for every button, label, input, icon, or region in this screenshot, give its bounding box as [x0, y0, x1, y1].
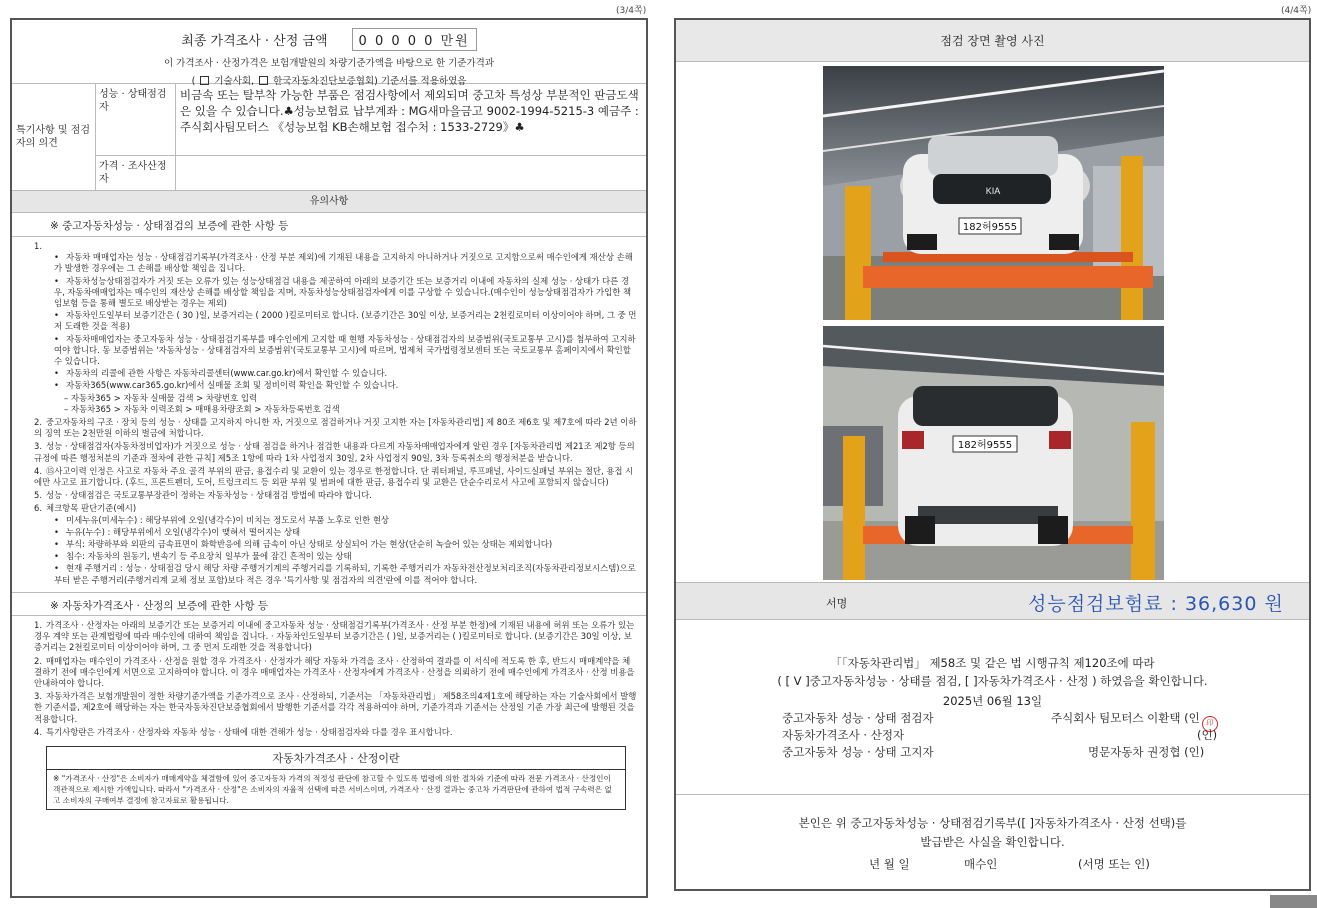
bullet-text: 자동차성능상태점검자가 거짓 또는 오류가 있는 성능상태점검 내용을 제공하여 아래의 보증기간 또는 보증거리 이내에 자동차의 실제 성능 · 상태가 다른 경우, 자동차매매업자는 매수인의 재산상 손해를 배상할 책임을 지며, 자동차성능상태점검자에게 이를 구상할 수 있습니다.(매수인이 성능상태점검자가 가입한 책임보험 등을 통해 별도로 배상받는 경우는 제외) [54, 275, 632, 309]
bullet-icon: • [54, 275, 59, 286]
item-number: 2. [34, 417, 42, 428]
bullet-text: 자동차매매업자는 중고자동차 성능 · 상태점검기록부를 매수인에게 고지할 때 현행 자동차성능 · 상태점검자의 보증범위(국토교통부 고시)를 첨부하여 고지하여야 합니다. 동 보증범위는 '자동차성능 · 상태점검자의 보증범위'(국토교통부 고시)에 따르며, 법제처 국가법령정보센터 또는 국토교통부 홈페이지에서 확인할 수 있습니다. [54, 333, 636, 367]
section-divider [676, 794, 1309, 795]
section-2-title: ※ 자동차가격조사 · 산정의 보증에 관한 사항 등 [12, 592, 646, 616]
inspection-record-page-3 [10, 18, 648, 898]
bullet-item [34, 380, 638, 391]
item-number: 2. [34, 655, 42, 666]
bullet-icon: • [54, 380, 59, 391]
date-blank: 년 월 일 [869, 857, 910, 871]
final-price-value: 0 0 0 0 0 만원 [352, 28, 477, 51]
item-text: 중고자동차의 구조 · 장치 등의 성능 · 상태를 고지하지 아니한 자, 거짓으로 점검하거나 거짓 고지한 자는 [자동차관리법] 제 80조 제6호 및 제7호에 따라 2년 이하의 징역 또는 2천만원 이하의 벌금에 처합니다. [34, 417, 637, 439]
item-text: 매매업자는 매수인이 가격조사 · 산정을 원할 경우 가격조사 · 산정자가 해당 자동차 가격을 조사 · 산정하여 결과를 이 서식에 적도록 한 후, 반드시 매매계약을 체결하기 전에 매수인에게 서면으로 고지하여야 합니다. 이 경우 매매업자는 가격조사 · 산정자에게 가격조사 · 산정을 의뢰하기 전에 매수인에게 가격조사 · 산정 비용을 안내하여야 합니다. [34, 655, 635, 688]
notice-item [34, 441, 638, 463]
bullet-icon: • [54, 368, 59, 379]
bullet-item [34, 527, 638, 538]
notice-title: 유의사항 [12, 191, 646, 213]
signatory-list [676, 710, 1309, 761]
corner-bar [1270, 895, 1317, 908]
declaration-date: 2025년 06월 13일 [942, 694, 1043, 708]
insurance-fee-text: 성능점검보험료 : 36,630 원 [1028, 593, 1284, 615]
bullet-icon: • [54, 333, 59, 344]
bullet-icon: • [54, 514, 59, 525]
buyer-confirmation: 본인은 위 중고자동차성능 · 상태점검기록부([ ]자동차가격조사 · 산정 선택)를 발급받은 사실을 확인합니다. [798, 816, 1187, 849]
page-number-left: (3/4쪽) [616, 6, 647, 16]
special-notes-label: 특기사항 및 점검자의 의견 [12, 84, 96, 190]
item-text: 체크항목 판단기준(예시) [46, 503, 137, 514]
notice-item-head [34, 490, 638, 501]
bullet-text: 현재 주행거리 : 성능 · 상태점검 당시 해당 차량 주행거기계의 주행거리를 기록하되, 기록한 주행거리가 자동차전산정보처리조직(자동차관리정보시스템)으로부터 받은 주행거리(주행거리계 교체 정보 포함)보다 적은 경우 '특기사항 및 점검자의 의견'란에 이를 적어야 합니다. [54, 563, 636, 585]
price-assessor-label: 가격 · 조사산정자 [96, 156, 176, 190]
notice-item [34, 417, 638, 439]
sub-step: – 자동차365 > 자동차 이력조회 > 매매용차량조회 > 자동차등록번호 검색 [64, 403, 340, 414]
bullet-text: 누유(누수) : 해당부위에서 오일(냉각수)이 맺혀서 떨어지는 상태 [66, 526, 301, 537]
item-text: ⑮사고이력 인정은 사고로 자동차 주요 골격 부위의 판금, 용접수리 및 교환이 있는 경우로 한정합니다. 단 쿼터패널, 루프패널, 사이드실패널 부위는 절단, 용접 시에만 사고로 표기합니다. (후드, 프론트펜더, 도어, 트렁크리드 등 외판 부위 및 범퍼에 대한 판금, 용접수리 및 교환은 단순수리로서 사고에 포함되지 않습니다) [34, 465, 634, 488]
role-inspector: 중고자동차 성능 · 상태 점검자 [782, 711, 934, 725]
standard-line: ( 기술사회, 한국자동차진단보증협회) 기준서를 적용하였음 [191, 76, 467, 87]
bullet-item [34, 551, 638, 562]
final-price-header [12, 20, 646, 87]
notice-item-head [34, 466, 638, 488]
notice-item [34, 620, 638, 654]
item-number: 1. [34, 619, 42, 630]
name-notifier: 명문자동차 권정협 (인) [1088, 745, 1205, 759]
bullet-icon: • [54, 539, 59, 550]
notice-item [34, 656, 638, 690]
info-box-title: 자동차가격조사 · 산정이란 [47, 747, 625, 770]
price-basis-text: 이 가격조사 · 산정가격은 보험개발원의 차량기준가액을 바탕으로 한 기준가격과 [163, 58, 495, 69]
item-number: 4. [34, 465, 42, 476]
page-number-right: (4/4쪽) [1281, 6, 1312, 16]
section-2-items [12, 616, 646, 738]
inspector-opinion-text: 비금속 또는 탈부착 가능한 부품은 점검사항에서 제외되며 중고차 특성상 부분적인 판금도색은 있을 수 있습니다.♣성능보험료 납부계좌 : MG새마을금고 9002-1994-5215-3 예금주 : 주식회사팀모터스 《성능보험 KB손해보험 접수처 : 1533-2729》♣ [180, 88, 639, 134]
role-price-assessor: 자동차가격조사 · 산정자 [782, 728, 905, 742]
buyer-label: 매수인 [964, 857, 998, 871]
company-seal-icon: 印 [1202, 716, 1218, 732]
signature-label: 서명 [826, 597, 848, 610]
bullet-icon: • [54, 310, 59, 321]
special-notes-section [12, 84, 646, 191]
bullet-icon: • [54, 551, 59, 562]
info-box-text: ※ "가격조사 · 산정"은 소비자가 매매계약을 체결함에 있어 중고자동차 가격의 적정성 판단에 참고할 수 있도록 법령에 의한 절차와 기준에 따라 전문 가격조사 · 산정인이 객관적으로 제시한 가액입니다. 따라서 "가격조사 · 산정"은 소비자의 자율적 선택에 따른 서비스이며, 가격조사 · 산정 결과는 중고차 가격판단에 관하여 법적 구속력은 없고 소비자의 구매여부 결정에 참고자료로 활용됩니다. [53, 773, 612, 805]
bullet-icon: • [54, 526, 59, 537]
item-text: 가격조사 · 산정자는 아래의 보증기간 또는 보증거리 이내에 중고자동차 성능 · 상태점검기록부(가격조사 · 산정 부분 한정)에 기재된 내용에 허위 또는 오류가 있는 경우 계약 또는 관계법령에 따라 매수인에 대하여 책임을 집니다. · 자동차인도일부터 보증기간은 ( )일, 보증거리는 ( )킬로미터로 합니다. (보증기간은 30일 이상, 보증거리는 2천킬로미터 이상이어야 하며, 그 중 먼저 도래한 것을 적용합니다) [34, 619, 635, 653]
notice-item-head [34, 441, 638, 463]
item-number: 1. [34, 241, 42, 251]
final-price-label: 최종 가격조사 · 산정 금액 [181, 34, 328, 49]
bullet-icon: • [54, 252, 59, 263]
notice-item-head [34, 503, 638, 514]
section-1-title: ※ 중고자동차성능 · 상태점검의 보증에 관한 사항 등 [12, 213, 646, 237]
buyer-signature-field[interactable]: (서명 또는 인) [1078, 857, 1150, 871]
section-1-items [12, 237, 646, 586]
bullet-text: 부식: 차량하부와 외판의 금속표면이 화학반응에 의해 금속이 아닌 상태로 상실되어 가는 현상(단순히 녹슬어 있는 상태는 제외합니다) [66, 539, 553, 550]
bullet-text: 미세누유(미세누수) : 해당부위에 오일(냉각수)이 비치는 정도로서 부품 노후로 인한 현상 [66, 514, 390, 525]
bullet-text: 자동차인도일부터 보증기간은 ( 30 )일, 보증거리는 ( 2000 )킬로미터로 합니다. (보증기간은 30일 이상, 보증거리는 2천킬로미터 이상이어야 하며, 그 중 먼저 도래한 것을 적용) [54, 310, 637, 332]
inspector-label: 성능 · 상태점검자 [96, 84, 176, 155]
svg-text:KIA: KIA [985, 186, 1001, 196]
price-assessment-info-box [46, 746, 626, 810]
bullet-text: 침수: 자동차의 원동기, 변속기 등 주요장치 일부가 물에 잠긴 흔적이 있는 상태 [66, 551, 352, 562]
item-text: 자동차가격은 보험개발원이 정한 차량기준가액을 기준가격으로 조사 · 산정하되, 기준서는 「자동차관리법」 제58조의4제1호에 해당하는 자는 기술사회에서 발행한 기준서를, 제2호에 해당하는 자는 한국자동차진단보증협회에서 발행한 기준서를 각각 적용하여야 하며, 기준가격과 기준서는 산정일 기준 가장 최근에 발행된 것을 적용합니다. [34, 691, 637, 724]
bullet-text: 자동차 매매업자는 성능 · 상태점검기록부(가격조사 · 산정 부분 제외)에 기재된 내용을 고지하지 아니하거나 거짓으로 고지함으로써 매수인에게 재산상 손해가 발생한 경우에는 그 손해를 배상할 책임을 집니다. [54, 252, 633, 274]
notice-item [34, 691, 638, 725]
item-number: 6. [34, 503, 42, 514]
bullet-item [34, 515, 638, 526]
notice-item-head [34, 241, 638, 252]
sub-step: – 자동차365 > 자동차 실매물 검색 > 차량번호 입력 [64, 392, 258, 403]
item-number: 3. [34, 441, 42, 452]
bullet-text: 자동차365(www.car365.go.kr)에서 실매물 조회 및 정비이력 확인을 확인할 수 있습니다. [66, 380, 399, 391]
notice-item [34, 466, 638, 488]
rear-inspection-photo [823, 326, 1164, 580]
bullet-item [34, 563, 638, 585]
item-text: 성능 · 상태점검자(자동차정비업자)가 거짓으로 성능 · 상태 점검을 하거나 점검한 내용과 다르게 자동차매매업자에게 알린 경우 [자동차관리법 제21조 제2항 등의 규정에 따른 행정처분의 기준과 절차에 관한 규칙] 제5조 1항에 따라 1차 사업정지 30일, 2차 사업정지 90일, 3차 등록취소의 행정처분을 받습니다. [34, 441, 635, 463]
bullet-icon: • [54, 563, 59, 574]
bullet-item [34, 310, 638, 332]
notice-item [34, 727, 638, 738]
name-inspector: 주식회사 팀모터스 이환택 (인 印 [1051, 710, 1218, 732]
signature-bar [676, 582, 1309, 620]
bullet-item [34, 539, 638, 550]
bullet-item [34, 334, 638, 368]
bullet-item [34, 368, 638, 379]
item-number: 4. [34, 726, 42, 737]
item-number: 3. [34, 691, 42, 702]
notice-item [34, 490, 638, 501]
name-price-assessor: (인) [1197, 728, 1218, 742]
notice-item [34, 503, 638, 585]
notice-item-head [34, 417, 638, 439]
notice-item [34, 241, 638, 415]
plate-text-rear: 182허9555 [957, 440, 1013, 451]
inspection-record-page-4 [674, 18, 1311, 891]
item-text: 특기사항란은 가격조사 · 산정자와 자동차 성능 · 상태에 대한 견해가 성능 · 상태점검자와 다를 경우 표시합니다. [46, 726, 453, 737]
photo-section-title: 점검 장면 촬영 사진 [676, 20, 1309, 62]
item-number: 5. [34, 490, 42, 501]
front-inspection-photo [823, 66, 1164, 320]
bullet-text: 자동차의 리콜에 관한 사항은 자동차리콜센터(www.car.go.kr)에서 확인할 수 있습니다. [66, 368, 388, 379]
bullet-item [34, 276, 638, 310]
declaration-text: 「「자동차관리법」 제58조 및 같은 법 시행규칙 제120조에 따라 ( [ V ]중고자동차성능 · 상태를 점검, [ ]자동차가격조사 · 산정 ) 하였음을 확인합니다. 2025년 06월 13일 [676, 654, 1309, 710]
price-assessor-opinion-text [176, 156, 646, 190]
item-text: 성능 · 상태점검은 국토교통부장관이 정하는 자동차성능 · 상태점검 방법에 따라야 합니다. [46, 490, 372, 501]
role-notifier: 중고자동차 성능 · 상태 고지자 [782, 745, 934, 759]
plate-text-front: 182허9555 [962, 222, 1018, 233]
bullet-item [34, 252, 638, 274]
